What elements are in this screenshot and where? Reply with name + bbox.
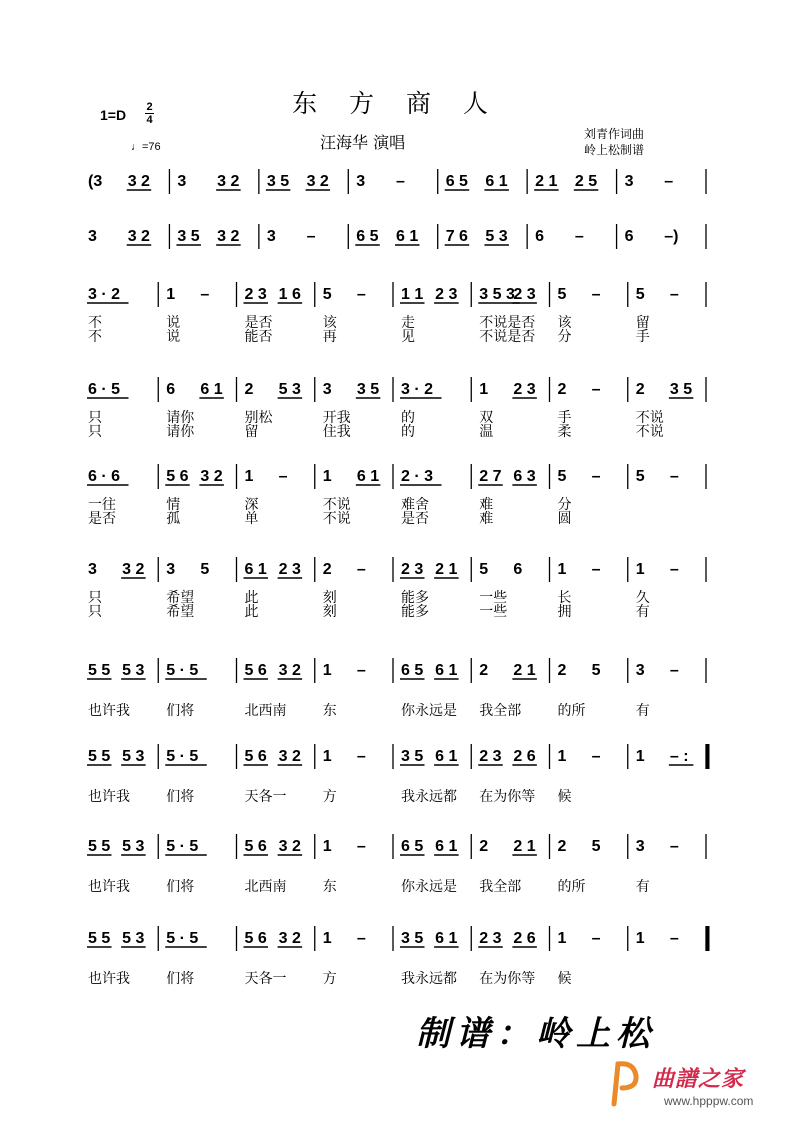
lyric-word: 我永远都: [401, 789, 457, 805]
note-group: 1: [322, 930, 332, 947]
note-group: 6 5: [401, 662, 424, 679]
note-group: –: [574, 228, 584, 245]
lyric-word: 一些: [479, 590, 508, 606]
lyric-word: 只: [88, 410, 102, 426]
lyric-word: 不说: [635, 424, 664, 440]
note-group: –: [356, 561, 366, 578]
lyric-word: 能多: [401, 590, 429, 606]
note-group: 3: [177, 173, 187, 190]
note-group: –: [356, 838, 366, 855]
note-group: 3 2: [306, 173, 329, 190]
watermark-logo-icon: [608, 1058, 642, 1108]
lyric-word: 能多: [401, 604, 429, 620]
note-group: 3 2: [278, 662, 301, 679]
note-group: 2: [557, 662, 567, 679]
note-group: –: [669, 662, 679, 679]
lyric-word: 此: [244, 604, 259, 620]
lyric-word: 我永远都: [401, 971, 457, 987]
note-group: 6: [166, 381, 176, 398]
note-group: 2 3: [513, 381, 536, 398]
note-group: 3 · 2: [401, 381, 434, 398]
lyric-word: 难: [479, 511, 494, 527]
note-group: 2 3: [401, 561, 424, 578]
note-group: –: [669, 468, 679, 485]
lyric-word: 拥: [557, 604, 572, 620]
lyric-word: 们将: [166, 789, 195, 805]
lyric-word: 一些: [479, 604, 508, 620]
note-group: 5: [591, 838, 601, 855]
note-group: 6 5: [401, 838, 424, 855]
note-group: 5: [591, 662, 601, 679]
tempo-marking: ♩=76: [131, 141, 161, 153]
note-group: 6: [624, 228, 634, 245]
lyric-word: 不说: [635, 410, 664, 426]
note-group: 6: [535, 228, 545, 245]
note-group: 2 3: [479, 930, 502, 947]
note-group: 3 2: [278, 748, 301, 765]
note-group: 6 1: [485, 173, 508, 190]
note-group: 2 7: [479, 468, 502, 485]
note-group: 5 · 5: [166, 838, 199, 855]
note-group: 3 · 2: [88, 286, 121, 303]
lyric-word: 东: [322, 879, 337, 895]
note-group: 6 1: [356, 468, 380, 485]
lyric-word: 单: [244, 511, 259, 527]
note-group: 2 3: [278, 561, 301, 578]
note-group: 5: [479, 561, 489, 578]
note-group: 1: [635, 930, 645, 947]
composer-credit-line2: 岭上松制谱: [584, 143, 645, 157]
lyric-word: 的: [401, 424, 415, 440]
lyric-word: 留: [244, 424, 259, 440]
note-group: 2 1: [435, 561, 458, 578]
note-group: 2 3: [479, 748, 502, 765]
note-group: 2: [479, 838, 489, 855]
note-group: 3 2: [122, 561, 145, 578]
note-group: 3 2: [278, 930, 301, 947]
lyric-word: 的所: [557, 879, 586, 895]
note-group: –: [306, 228, 316, 245]
time-signature-top: 2: [146, 101, 153, 113]
note-group: 3: [322, 381, 332, 398]
note-group: –: [200, 286, 210, 303]
note-group: –: [669, 838, 679, 855]
note-group: 3: [635, 662, 645, 679]
lyric-word: 请你: [166, 410, 195, 426]
note-group: 2 6: [513, 748, 536, 765]
lyric-word: 你永远是: [401, 879, 457, 895]
note-group: –: [669, 930, 679, 947]
note-group: 5 · 5: [166, 930, 199, 947]
lyric-word: 刻: [322, 590, 337, 606]
lyric-word: 再: [322, 329, 337, 345]
note-group: 1: [244, 468, 254, 485]
lyric-word: 一往: [88, 497, 116, 513]
note-group: 5 3: [122, 662, 145, 679]
note-group: 1: [322, 468, 332, 485]
lyric-word: 开我: [322, 410, 351, 426]
note-group: 6 3: [513, 468, 536, 485]
lyric-word: 手: [635, 329, 650, 345]
note-group: 6 · 5: [88, 381, 121, 398]
note-group: 5: [200, 561, 210, 578]
note-group: 5: [557, 468, 567, 485]
note-group: 3: [356, 173, 366, 190]
lyric-word: 是否: [401, 511, 429, 527]
note-group: –: [396, 173, 405, 190]
lyric-word: 孤: [166, 511, 181, 527]
note-group: 1: [557, 561, 567, 578]
lyric-word: 请你: [166, 424, 195, 440]
note-group: 6 1: [200, 381, 223, 398]
note-group: –: [356, 930, 366, 947]
lyric-word: 分: [557, 497, 572, 513]
lyric-word: 住我: [322, 424, 351, 440]
lyric-word: 们将: [166, 971, 195, 987]
note-group: 1: [479, 381, 489, 398]
note-group: 3: [88, 561, 97, 578]
note-group: 6: [513, 561, 523, 578]
lyric-word: 在为你等: [479, 789, 536, 805]
lyric-word: 手: [557, 410, 572, 426]
lyric-word: 也许我: [88, 703, 130, 719]
note-group: 6 1: [435, 748, 458, 765]
lyric-word: 不说: [322, 497, 351, 513]
note-group: 1: [557, 748, 567, 765]
lyric-word: 是否: [244, 315, 273, 331]
note-group: 5 3: [122, 930, 145, 947]
note-group: 2 · 3: [401, 468, 434, 485]
lyric-word: 的所: [557, 703, 586, 719]
note-group: 3 5: [266, 173, 290, 190]
note-group: 6 · 6: [88, 468, 121, 485]
lyric-word: 希望: [166, 590, 195, 606]
note-group: 2 1: [513, 662, 536, 679]
note-group: 5 6: [244, 838, 267, 855]
note-group: 2 3: [435, 286, 458, 303]
note-group: 3 2: [200, 468, 223, 485]
note-group: 1: [322, 748, 332, 765]
note-group: –: [669, 561, 679, 578]
lyric-word: 不说是否: [479, 329, 536, 345]
lyric-word: 走: [401, 315, 415, 331]
note-group: –: [591, 381, 601, 398]
lyric-word: 双: [479, 410, 494, 426]
note-group: –: [278, 468, 288, 485]
note-group: 5: [635, 468, 645, 485]
note-group: 3 2: [217, 173, 240, 190]
note-group: 5 6: [244, 748, 267, 765]
lyric-word: 我全部: [479, 879, 522, 895]
note-group: 3 5: [401, 748, 424, 765]
lyric-word: 该: [322, 315, 337, 331]
note-group: 1: [322, 838, 332, 855]
lyric-word: 不说是否: [479, 315, 536, 331]
watermark-name: 曲譜之家: [652, 1067, 745, 1092]
note-group: 6 1: [435, 930, 458, 947]
note-group: 5 3: [122, 838, 145, 855]
lyric-word: 也许我: [88, 879, 130, 895]
note-group: 2 3: [513, 286, 536, 303]
key-signature: 1=D: [100, 107, 127, 123]
note-group: 3: [266, 228, 276, 245]
lyric-word: 北西南: [244, 879, 287, 895]
lyric-word: 有: [635, 703, 650, 719]
note-group: 5 5: [88, 662, 111, 679]
note-group: 5 5: [88, 930, 111, 947]
lyric-word: 不说: [322, 511, 351, 527]
note-group: 1: [166, 286, 176, 303]
note-group: 5: [557, 286, 567, 303]
note-group: 2 5: [574, 173, 598, 190]
lyric-word: 候: [557, 971, 572, 987]
singer-credit: 汪海华 演唱: [320, 133, 406, 152]
lyric-word: 们将: [166, 879, 195, 895]
note-group: 5 6: [166, 468, 189, 485]
note-group: –: [664, 173, 674, 190]
lyric-word: 只: [88, 590, 102, 606]
lyric-word: 方: [322, 971, 337, 987]
lyric-word: 长: [557, 590, 572, 606]
note-group: –: [591, 468, 601, 485]
note-group: 1: [635, 748, 645, 765]
lyric-word: 北西南: [244, 703, 287, 719]
note-group: 6 5: [356, 228, 379, 245]
note-group: –: [356, 286, 366, 303]
lyric-word: 柔: [557, 424, 572, 440]
lyric-word: 有: [635, 879, 650, 895]
note-group: 1 6: [278, 286, 301, 303]
note-group: 1: [322, 662, 332, 679]
note-group: 5 3: [485, 228, 508, 245]
note-group: 5 3: [278, 381, 301, 398]
lyric-word: 刻: [322, 604, 337, 620]
lyric-word: 在为你等: [479, 971, 536, 987]
watermark-url: www.hpppw.com: [664, 1094, 754, 1108]
note-group: 3 5: [669, 381, 693, 398]
lyric-word: 难: [479, 497, 494, 513]
note-group: –: [591, 930, 601, 947]
lyric-word: 们将: [166, 703, 195, 719]
note-group: (3: [88, 173, 103, 190]
lyric-word: 的: [401, 410, 415, 426]
lyric-word: 该: [557, 315, 572, 331]
note-group: 3 2: [278, 838, 301, 855]
lyric-word: 只: [88, 604, 102, 620]
song-title: 东 方 商 人: [292, 89, 500, 118]
note-group: 5: [635, 286, 645, 303]
note-group: 3 5: [356, 381, 380, 398]
note-group: 5 · 5: [166, 748, 199, 765]
note-group: 2: [557, 381, 567, 398]
note-group: 1 1: [401, 286, 424, 303]
note-group: 2: [635, 381, 645, 398]
lyric-word: 我全部: [479, 703, 522, 719]
lyric-word: 此: [244, 590, 259, 606]
note-group: 3 5: [177, 228, 200, 245]
note-group: 5 · 5: [166, 662, 199, 679]
note-group: 3: [88, 228, 97, 245]
note-group: 2: [244, 381, 254, 398]
note-group: 5: [322, 286, 332, 303]
lyric-word: 久: [635, 590, 650, 606]
note-group: –: [356, 662, 366, 679]
note-group: –): [664, 228, 679, 245]
note-group: –: [591, 561, 601, 578]
note-group: 3: [624, 173, 634, 190]
lyric-word: 别松: [244, 410, 273, 426]
lyric-word: 候: [557, 789, 572, 805]
lyric-word: 是否: [88, 511, 116, 527]
lyric-word: 天各一: [244, 971, 287, 987]
note-group: 6 1: [244, 561, 267, 578]
note-group: 5 3: [122, 748, 145, 765]
note-group: 3 5 3: [479, 286, 515, 303]
composer-credit-line1: 刘青作词曲: [584, 127, 645, 141]
note-group: 6 1: [435, 838, 458, 855]
lyric-word: 留: [635, 315, 650, 331]
lyric-word: 方: [322, 789, 337, 805]
lyric-word: 也许我: [88, 971, 130, 987]
note-group: –: [356, 748, 366, 765]
note-group: 2: [479, 662, 489, 679]
note-group: 5 5: [88, 748, 111, 765]
lyric-word: 分: [557, 329, 572, 345]
note-group: 3: [635, 838, 645, 855]
note-group: 1: [557, 930, 567, 947]
note-group: 6 1: [396, 228, 419, 245]
note-group: 6 1: [435, 662, 458, 679]
note-group: 2 3: [244, 286, 267, 303]
arranger-signature: 制谱：岭上松: [416, 1014, 656, 1054]
lyric-word: 有: [635, 604, 650, 620]
lyric-word: 温: [479, 424, 494, 440]
note-group: 3 2: [127, 228, 150, 245]
lyric-word: 情: [166, 497, 181, 513]
time-signature-bottom: 4: [146, 114, 153, 126]
lyric-word: 你永远是: [401, 703, 457, 719]
note-group: 2: [557, 838, 567, 855]
note-group: 3 2: [127, 173, 150, 190]
note-group: 3: [166, 561, 176, 578]
lyric-word: 不: [88, 315, 102, 331]
note-group: 3 5: [401, 930, 424, 947]
note-group: 5 6: [244, 662, 267, 679]
lyric-word: 圆: [557, 511, 572, 527]
lyric-word: 说: [166, 315, 181, 331]
note-group: – :: [669, 748, 689, 765]
note-group: 5 5: [88, 838, 111, 855]
lyric-word: 希望: [166, 604, 195, 620]
note-group: 5 6: [244, 930, 267, 947]
note-group: 3 2: [217, 228, 240, 245]
note-group: –: [591, 286, 601, 303]
note-group: 2 1: [535, 173, 558, 190]
lyric-word: 说: [166, 329, 181, 345]
lyric-word: 只: [88, 424, 102, 440]
lyric-word: 也许我: [88, 789, 130, 805]
note-group: 2 1: [513, 838, 536, 855]
lyric-word: 能否: [244, 329, 273, 345]
note-group: 2: [322, 561, 332, 578]
note-group: –: [669, 286, 679, 303]
note-group: 6 5: [445, 173, 468, 190]
note-group: 1: [635, 561, 645, 578]
lyric-word: 深: [244, 497, 259, 513]
note-group: 2 6: [513, 930, 536, 947]
lyric-word: 东: [322, 703, 337, 719]
lyric-word: 难舍: [401, 497, 429, 513]
lyric-word: 不: [88, 329, 102, 345]
lyric-word: 见: [401, 329, 415, 345]
lyric-word: 天各一: [244, 789, 287, 805]
note-group: –: [591, 748, 601, 765]
note-group: 7 6: [445, 228, 468, 245]
